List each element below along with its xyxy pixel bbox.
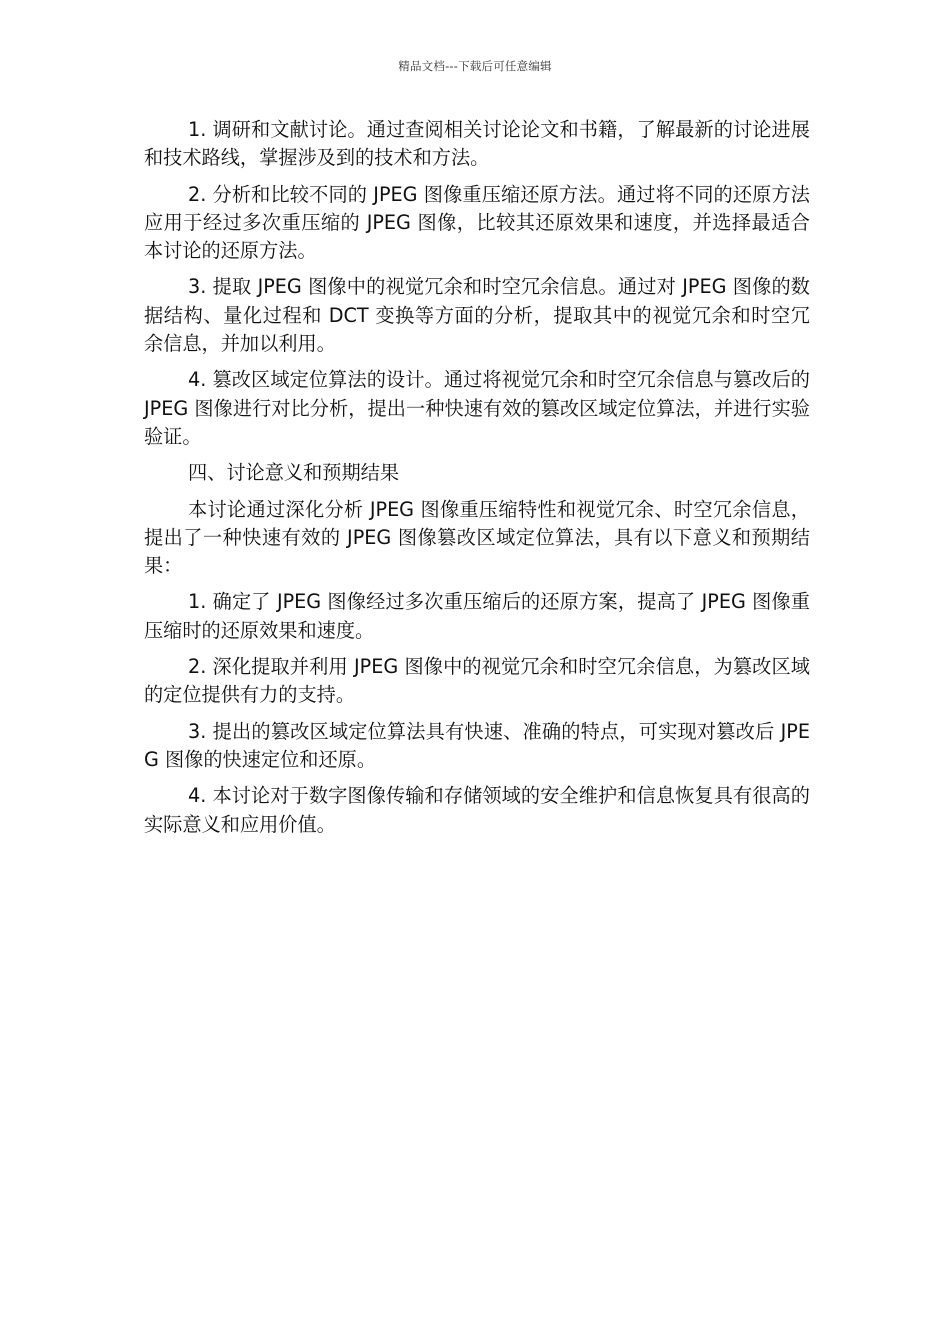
- paragraph-result-1: 1. 确定了 JPEG 图像经过多次重压缩后的还原方案，提高了 JPEG 图像重压缩时的还原效果和速度。: [144, 590, 810, 642]
- section-heading: 四、讨论意义和预期结果: [188, 461, 400, 485]
- paragraph-research-step-2: 2. 分析和比较不同的 JPEG 图像重压缩还原方法。通过将不同的还原方法应用于经过多次重压缩的 JPEG 图像，比较其还原效果和速度，并选择最适合本讨论的还原方法。: [144, 182, 810, 263]
- paragraph-result-2: 2. 深化提取并利用 JPEG 图像中的视觉冗余和时空冗余信息，为篡改区域的定位提供有力的支持。: [144, 655, 810, 707]
- paragraph-intro: 本讨论通过深化分析 JPEG 图像重压缩特性和视觉冗余、时空冗余信息，提出了一种快速有效的 JPEG 图像篡改区域定位算法，具有以下意义和预期结果：: [144, 497, 810, 578]
- paragraph-research-step-1: 1. 调研和文献讨论。通过查阅相关讨论论文和书籍，了解最新的讨论进展和技术路线，掌握涉及到的技术和方法。: [144, 118, 810, 170]
- paragraph-research-step-4: 4. 篡改区域定位算法的设计。通过将视觉冗余和时空冗余信息与篡改后的 JPEG 图像进行对比分析，提出一种快速有效的篡改区域定位算法，并进行实验验证。: [144, 368, 810, 448]
- paragraph-result-3: 3. 提出的篡改区域定位算法具有快速、准确的特点，可实现对篡改后 JPEG 图像的快速定位和还原。: [144, 719, 810, 771]
- paragraph-research-step-3: 3. 提取 JPEG 图像中的视觉冗余和时空冗余信息。通过对 JPEG 图像的数据结构、量化过程和 DCT 变换等方面的分析，提取其中的视觉冗余和时空冗余信息，并加以利用。: [144, 275, 810, 356]
- page-header: 精品文档---下载后可任意编辑: [398, 59, 552, 73]
- paragraph-result-4: 4. 本讨论对于数字图像传输和存储领域的安全维护和信息恢复具有很高的实际意义和应用价值。: [144, 784, 810, 836]
- document-body: [144, 116, 810, 847]
